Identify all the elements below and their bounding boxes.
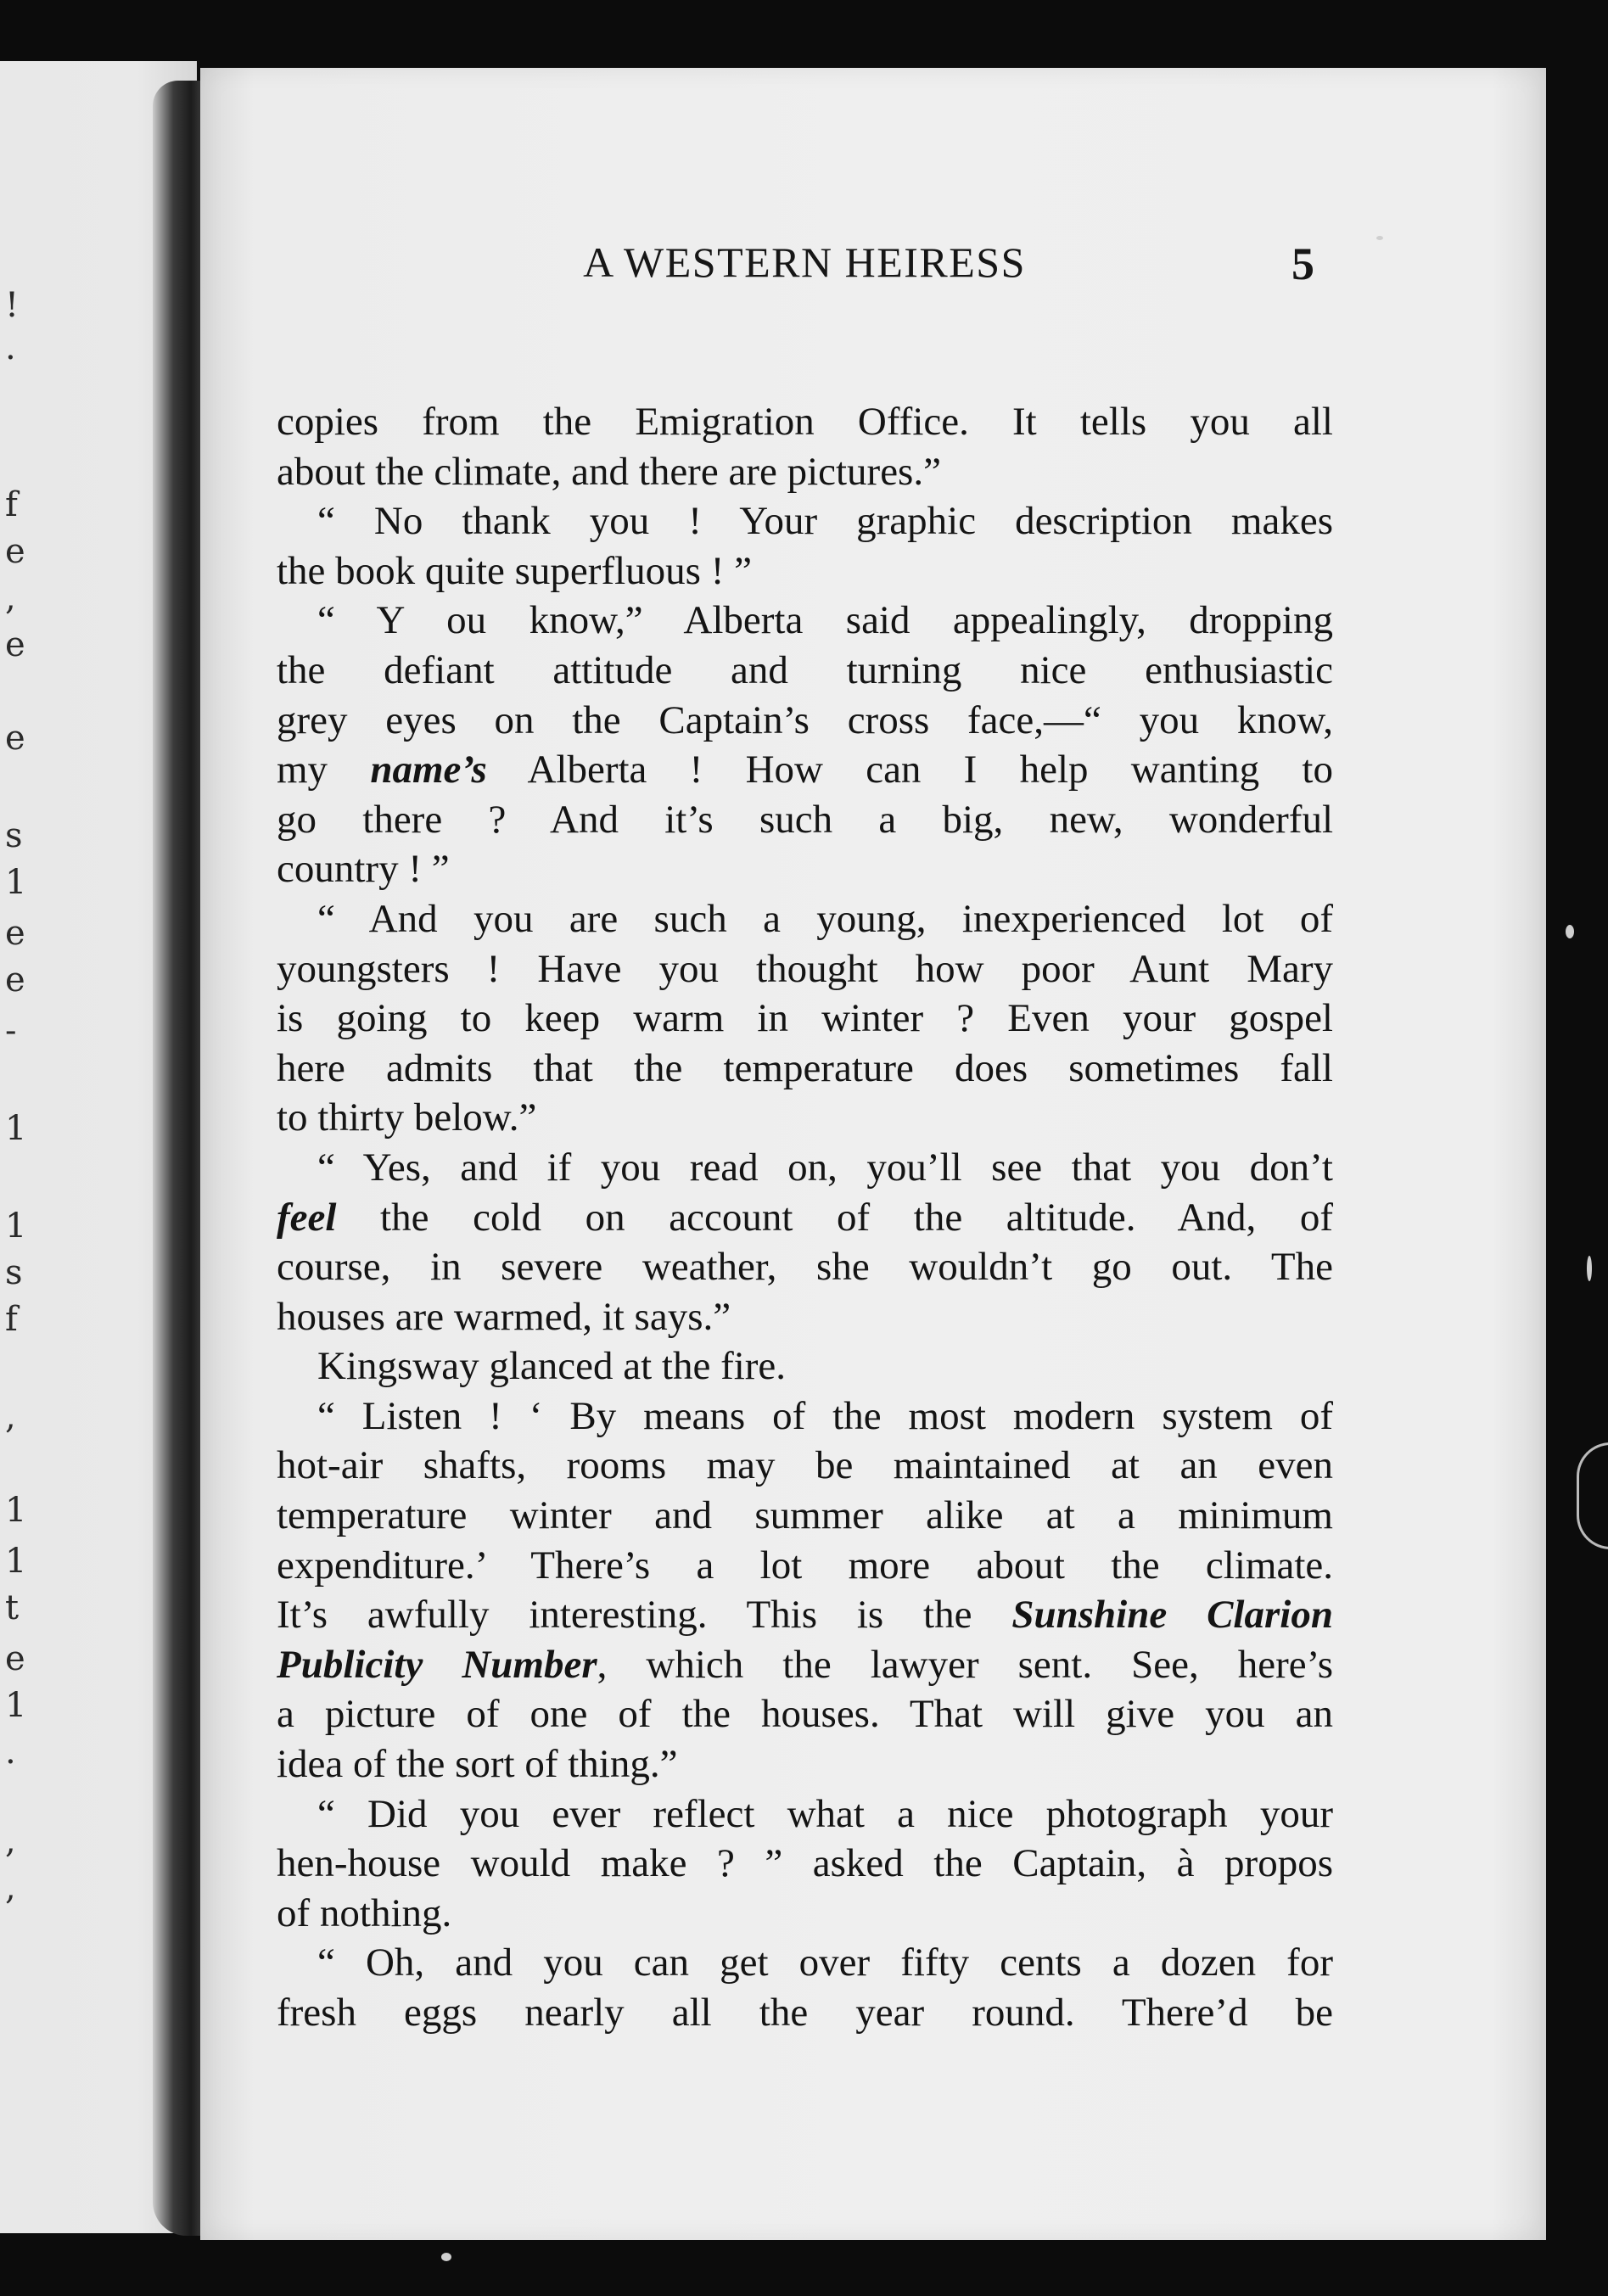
text-line: here admits that the temperature does sometimes fall <box>277 1045 1333 1090</box>
scan-speck <box>1376 236 1383 240</box>
left-page-char: , <box>5 1868 16 1907</box>
scan-speck <box>441 2253 451 2261</box>
left-page-char: ! <box>5 286 20 325</box>
running-title: A WESTERN HEIRESS <box>583 238 1026 286</box>
left-page-char: e <box>5 625 25 664</box>
text-segment: , which the lawyer sent. See, here’s <box>597 1642 1333 1687</box>
text-line: “ No thank you ! Your graphic description makes <box>317 499 1333 544</box>
left-page-char: 1 <box>5 1207 27 1246</box>
left-page-char: f <box>5 1300 18 1339</box>
italic-text: feel <box>277 1195 337 1240</box>
text-line: course, in severe weather, she wouldn’t go out. The <box>277 1245 1333 1290</box>
text-line: of nothing. <box>277 1890 452 1935</box>
text-line: temperature winter and summer alike at a minimum <box>277 1493 1333 1538</box>
left-page-char: - <box>5 1011 17 1050</box>
scan-speck <box>1566 925 1574 938</box>
left-page-char: e <box>5 1639 25 1678</box>
text-line: “ Listen ! ‘ By means of the most modern system of <box>317 1393 1333 1438</box>
text-line: “ Oh, and you can get over fifty cents a dozen for <box>317 1940 1333 1985</box>
left-page-char: 1 <box>5 1542 27 1581</box>
left-page-char: , <box>5 579 16 618</box>
italic-text: name’s <box>370 748 487 792</box>
text-segment: It’s awfully interesting. This is the <box>277 1593 1012 1638</box>
text-line: “ Did you ever reflect what a nice photograph your <box>317 1791 1333 1836</box>
text-line: Kingsway glanced at the fire. <box>317 1344 787 1389</box>
left-page-char: . <box>5 1733 16 1772</box>
left-page-char: e <box>5 532 25 571</box>
text-line: youngsters ! Have you thought how poor Aunt Mary <box>277 946 1333 991</box>
text-line: fresh eggs nearly all the year round. There’d be <box>277 1991 1333 2035</box>
text-line <box>277 745 1333 795</box>
italic-text: Sunshine Clarion <box>1011 1593 1333 1638</box>
left-page-char: 1 <box>5 863 27 902</box>
left-page-char: 1 <box>5 1109 27 1148</box>
left-page-char: . <box>5 328 16 367</box>
text-line: to thirty below.” <box>277 1095 537 1140</box>
right-page <box>200 68 1546 2240</box>
text-line: country ! ” <box>277 847 450 892</box>
page-number: 5 <box>1291 238 1314 289</box>
left-page-char: e <box>5 960 25 1000</box>
text-line: houses are warmed, it says.” <box>277 1294 731 1339</box>
left-page-char: s <box>5 1253 23 1292</box>
italic-text: Publicity Number <box>277 1642 597 1687</box>
left-page-char: , <box>5 1397 16 1436</box>
left-page-char: e <box>5 719 25 758</box>
text-line: idea of the sort of thing.” <box>277 1742 678 1787</box>
text-line <box>277 1640 1333 1690</box>
text-line: copies from the Emigration Office. It tells you all <box>277 400 1333 444</box>
text-segment: Alberta ! How can I help wanting to <box>486 748 1333 792</box>
text-line <box>277 1193 1333 1243</box>
left-page-cropped-text <box>0 61 34 2233</box>
left-page-char: 1 <box>5 1686 27 1725</box>
text-line: about the climate, and there are pictures.” <box>277 449 941 494</box>
text-line: “ And you are such a young, inexperienced lot of <box>317 896 1333 941</box>
text-line <box>277 1590 1333 1640</box>
left-page-char: s <box>5 816 23 855</box>
left-page-char: , <box>5 1822 16 1861</box>
text-line: “ Yes, and if you read on, you’ll see that you don’t <box>317 1145 1333 1190</box>
text-line: hot-air shafts, rooms may be maintained at an even <box>277 1443 1333 1488</box>
text-line: “ Y ou know,” Alberta said appealingly, dropping <box>317 598 1333 643</box>
text-line: the book quite superfluous ! ” <box>277 548 752 593</box>
text-line: grey eyes on the Captain’s cross face,—“ you know, <box>277 697 1333 742</box>
left-page-char: e <box>5 914 25 953</box>
text-line: a picture of one of the houses. That will give you an <box>277 1692 1333 1737</box>
text-segment: my <box>277 748 371 792</box>
text-segment: the cold on account of the altitude. And, of <box>336 1195 1333 1240</box>
left-page-char: t <box>5 1588 20 1627</box>
text-line: is going to keep warm in winter ? Even your gospel <box>277 996 1333 1041</box>
text-line: hen-house would make ? ” asked the Captain, à propos <box>277 1841 1333 1886</box>
body-text <box>277 397 1333 2038</box>
page-edge-curl <box>1577 1442 1608 1549</box>
running-head <box>200 238 1546 314</box>
left-page-char: 1 <box>5 1491 27 1530</box>
text-line: the defiant attitude and turning nice enthusiastic <box>277 647 1333 692</box>
text-line: go there ? And it’s such a big, new, wonderful <box>277 797 1333 842</box>
text-line: expenditure.’ There’s a lot more about the climate. <box>277 1543 1333 1588</box>
scan-speck <box>1587 1256 1592 1281</box>
left-page-char: f <box>5 485 18 524</box>
